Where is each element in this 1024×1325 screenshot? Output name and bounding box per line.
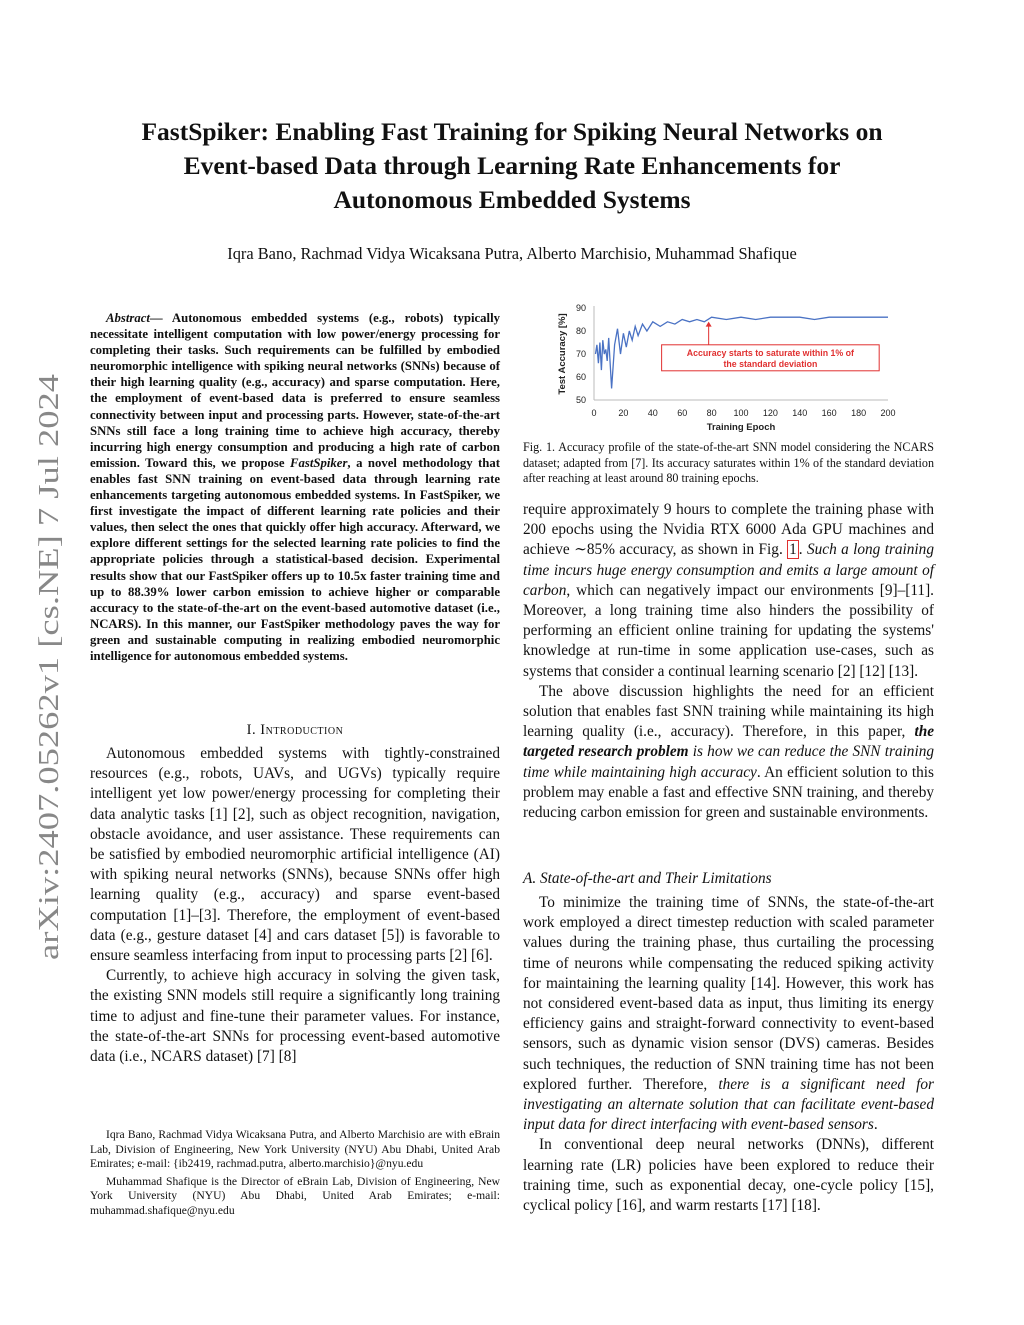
right-p1-italic: Such a long training time incurs huge energy consumption and emits a large amount of carbon xyxy=(523,541,934,599)
x-tick-label: 160 xyxy=(821,408,837,418)
annotation-arrowhead xyxy=(706,322,712,327)
section-number: I. xyxy=(246,722,257,738)
footnotes xyxy=(90,1128,500,1219)
research-problem-emphasis: the targeted research problem xyxy=(523,723,934,761)
figure-1-caption: Fig. 1. Accuracy profile of the state-of-the-art SNN model considering the NCARS dataset; adapted from [7]. Its accuracy saturates within 1% of the standard deviation after reaching at least around 80 training epochs. xyxy=(523,440,934,486)
y-tick-label: 70 xyxy=(575,349,586,359)
arxiv-stamp xyxy=(18,372,74,962)
subsection-heading-a: A. State-of-the-art and Their Limitations xyxy=(523,870,772,887)
intro-body xyxy=(90,744,500,1067)
x-axis-label: Training Epoch xyxy=(706,422,776,433)
y-tick-label: 90 xyxy=(575,303,586,313)
x-tick-label: 120 xyxy=(762,408,778,418)
figure-1-chart xyxy=(552,300,902,436)
y-axis-label: Test Accuracy [%] xyxy=(557,313,568,395)
right-p1-tail: , which can negatively impact our environments [9]–[11]. Moreover, a long training time also hinders the possibility of performing an efficient online training for updating the systems' knowledge at run-time in some application use-cases, such as systems that consider a continual learning scenario [2] [12] [13]. xyxy=(523,581,934,680)
accuracy-chart xyxy=(552,300,902,436)
right-paragraph-4: In conventional deep neural networks (DNNs), different learning rate (LR) policies have been explored to reduce their training time, such as exponential decay, one-cycle policy [15], cyclical policy [16], and warm restarts [17] [18]. xyxy=(523,1136,934,1215)
abstract xyxy=(90,310,500,664)
x-tick-label: 60 xyxy=(677,408,688,418)
right-paragraph-2 xyxy=(523,682,934,823)
right-p2-text: The above discussion highlights the need for an efficient solution that enables fast SNN training while maintaining its high learning quality (i.e., accuracy). Therefore, in this paper, xyxy=(523,682,934,741)
annotation-text-line-2: the standard deviation xyxy=(723,358,818,369)
abstract-label: Abstract xyxy=(106,311,150,325)
abstract-text: — Autonomous embedded systems (e.g., robots) typically necessitate intelligent computation with low power/energy processing for completing their tasks. Such requirements can be fulfilled by embodied neuromorphic intelligence with spiking neural networks (SNNs) because of their high learning quality (e.g., accuracy) and sparse computation. Here, the employment of event-based data is preferred to ensure seamless connectivity between input and processing parts. However, state-of-the-art SNNs still face a long training time to achieve high accuracy, thereby incurring high energy consumption and producing a high rate of carbon emission. Toward this, we propose xyxy=(90,311,500,470)
right-p3-tail: . xyxy=(873,1116,878,1134)
title-line-3: Autonomous Embedded Systems xyxy=(333,185,691,214)
right-column-body xyxy=(523,500,934,823)
right-p1-text: require approximately 9 hours to complete the training phase with 200 epochs using the Nvidia RTX 6000 Ada GPU machines and achieve ∼85% accuracy, as shown in Fig. xyxy=(523,501,934,559)
y-tick-label: 80 xyxy=(575,326,586,336)
intro-paragraph-1: Autonomous embedded systems with tightly-constrained resources (e.g., robots, UAVs, and UGVs) typically require intelligent yet low power/energy processing for completing their data analytic tasks [1] [2], such as object recognition, navigation, obstacle avoidance, and user assistance. These requirements can be satisfied by embodied neuromorphic artificial intelligence (AI) with spiking neural networks (SNNs), because SNNs offer high learning quality (e.g., accuracy) and sparse event-based computation [1]–[3]. Therefore, the employment of event-based data (e.g., gesture dataset [4] and cars dataset [5]) is favorable to ensure seamless interfacing from input to processing parts [2] [6]. xyxy=(90,745,500,965)
x-tick-label: 140 xyxy=(792,408,808,418)
x-tick-label: 100 xyxy=(733,408,749,418)
y-tick-label: 60 xyxy=(575,372,586,382)
right-p3-text: To minimize the training time of SNNs, the state-of-the-art work employed a direct timestep reduction with scaled parameter values during the training phase, thus curtailing the processing time of neurons while compensating the reduced spiking activity for maintaining the learning quality [14]. However, this work has not considered event-based data as input, thus limiting its energy efficiency gains and straight-forward connectivity to event-based sensors, such as dynamic vision sensor (DVS) cameras. Besides such techniques, the reduction of SNN training time has not been explored further. Therefore, xyxy=(523,894,934,1093)
x-tick-label: 0 xyxy=(591,408,597,418)
section-heading-introduction xyxy=(90,722,500,739)
right-p3-italic: there is a significant need for investigating an alternate solution that can facilitate event-based input data for direct interfacing with event-based sensors xyxy=(523,1075,934,1134)
right-p1-sep: . xyxy=(798,541,807,559)
footnote-authors: Iqra Bano, Rachmad Vidya Wicaksana Putra, and Alberto Marchisio are with eBrain Lab, Division of Engineering, New York University (NYU) Abu Dhabi, United Arab Emirates; e-mail: {ib2419, rachmad.putra, alberto.marchisio}@nyu.edu xyxy=(90,1128,500,1171)
author-list: Iqra Bano, Rachmad Vidya Wicaksana Putra, Alberto Marchisio, Muhammad Shafique xyxy=(227,244,797,263)
annotation-text-line-1: Accuracy starts to saturate within 1% of xyxy=(686,347,855,358)
right-paragraph-3 xyxy=(523,893,934,1135)
title-line-1: FastSpiker: Enabling Fast Training for Spiking Neural Networks on xyxy=(141,117,883,146)
right-paragraph-1 xyxy=(523,500,934,682)
right-p2-tail: . An efficient solution to this problem may enable a fast and effective SNN training, and thereby reducing carbon emission for green and sustainable environments. xyxy=(523,763,934,822)
section-title: Introduction xyxy=(260,722,344,738)
x-tick-label: 180 xyxy=(851,408,867,418)
footnote-shafique: Muhammad Shafique is the Director of eBrain Lab, Division of Engineering, New York University (NYU) Abu Dhabi, United Arab Emirates; e-mail: muhammad.shafique@nyu.edu xyxy=(90,1174,500,1217)
paper-title xyxy=(80,115,944,217)
y-tick-label: 50 xyxy=(575,395,586,405)
title-line-2: Event-based Data through Learning Rate Enhancements for xyxy=(183,151,841,180)
arxiv-stamp-text: arXiv:2407.05262v1 [cs.NE] 7 Jul 2024 xyxy=(33,494,65,960)
x-tick-label: 80 xyxy=(706,408,717,418)
intro-paragraph-2: Currently, to achieve high accuracy in solving the given task, the existing SNN models still require a significantly long training time to adjust and fine-tune their parameter values. For instance, the state-of-the-art SNNs for processing event-based automotive data (i.e., NCARS dataset) [7] [8] xyxy=(90,967,500,1066)
x-tick-label: 200 xyxy=(880,408,896,418)
right-column-body-2 xyxy=(523,893,934,1216)
x-tick-label: 40 xyxy=(647,408,658,418)
abstract-text-2: , a novel methodology that enables fast SNN training on event-based data through learning rate enhancements targeting autonomous embedded systems. In FastSpiker, we first investigate the impact of different learning rate policies and their values, then select the ones that quickly offer high accuracy. Afterward, we explore different settings for the selected learning rate policies to find the appropriate policies through a statistical-based decision. Experimental results show that our FastSpiker offers up to 10.5x faster training time and up to 88.39% lower carbon emission to achieve higher or comparable accuracy to the state-of-the-art on the event-based automotive dataset (i.e., NCARS). In this manner, our FastSpiker methodology paves the way for green and sustainable computing in realizing embodied neuromorphic intelligence for autonomous embedded systems. xyxy=(90,455,500,663)
right-p2-italic: is how we can reduce the SNN training time while maintaining high accuracy xyxy=(523,743,934,781)
x-tick-label: 20 xyxy=(618,408,629,418)
figure-1-link[interactable]: 1 xyxy=(789,541,797,559)
abstract-method-name: FastSpiker xyxy=(290,455,348,470)
